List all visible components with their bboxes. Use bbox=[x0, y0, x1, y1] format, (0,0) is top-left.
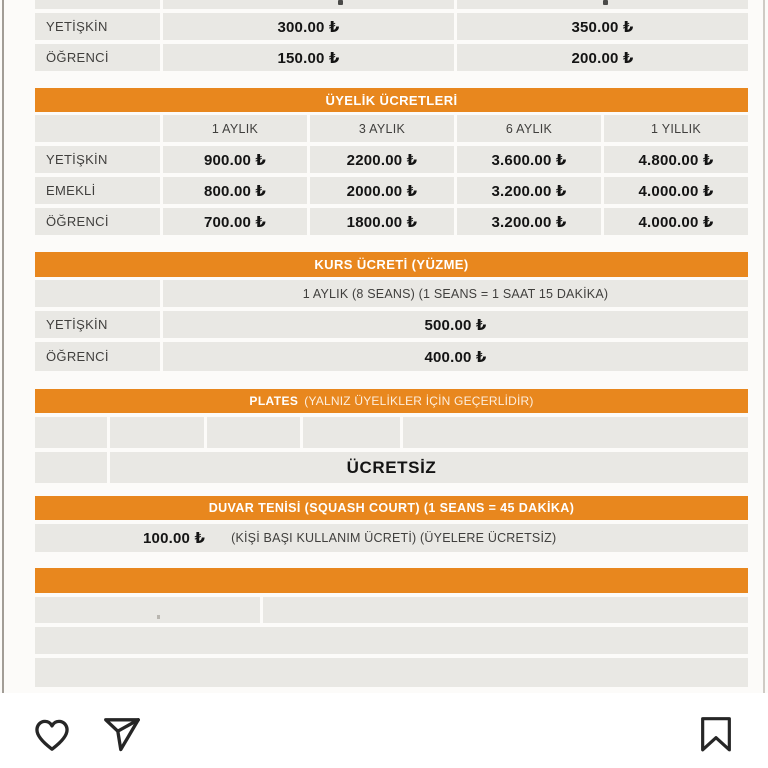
row-label: YETİŞKİN bbox=[46, 152, 108, 167]
share-button[interactable] bbox=[100, 713, 144, 757]
course-session-info: 1 AYLIK (8 SEANS) (1 SEANS = 1 SAAT 15 DAKİKA) bbox=[302, 286, 609, 301]
post-left-border bbox=[2, 0, 4, 693]
post-action-bar bbox=[0, 693, 768, 768]
table-row bbox=[35, 208, 748, 235]
price-value: 4.000.00 ₺ bbox=[638, 213, 714, 231]
section-title: ÜYELİK ÜCRETLERİ bbox=[325, 92, 458, 108]
bookmark-icon bbox=[696, 713, 736, 755]
row-label: ÖĞRENCİ bbox=[46, 214, 109, 229]
price-value: 300.00 ₺ bbox=[277, 18, 340, 36]
table-row bbox=[35, 146, 748, 173]
section-title-note: (YALNIZ ÜYELİKLER İÇİN GEÇERLİDİR) bbox=[304, 394, 534, 408]
price-value: 150.00 ₺ bbox=[277, 49, 340, 67]
column-header: 1 AYLIK bbox=[211, 121, 259, 136]
price-value: 3.200.00 ₺ bbox=[491, 182, 567, 200]
column-header: 6 AYLIK bbox=[505, 121, 553, 136]
price-value: 500.00 ₺ bbox=[424, 316, 487, 334]
table-row bbox=[35, 311, 748, 338]
like-button[interactable] bbox=[30, 713, 74, 757]
price-value: 1800.00 ₺ bbox=[346, 213, 418, 231]
cropped-lira-glyph bbox=[338, 0, 343, 5]
row-label: ÖĞRENCİ bbox=[46, 50, 109, 65]
empty-row bbox=[35, 597, 748, 623]
price-value: 900.00 ₺ bbox=[203, 151, 267, 169]
price-value: 3.600.00 ₺ bbox=[491, 151, 567, 169]
post-right-border bbox=[763, 0, 765, 693]
membership-column-headers bbox=[35, 115, 748, 142]
section-header-empty bbox=[35, 568, 748, 593]
empty-row bbox=[35, 627, 748, 654]
save-button[interactable] bbox=[694, 712, 738, 756]
table-row bbox=[35, 177, 748, 204]
price-value: 4.800.00 ₺ bbox=[638, 151, 714, 169]
section-title: DUVAR TENİSİ (SQUASH COURT) (1 SEANS = 45 DAKİKA) bbox=[208, 501, 575, 515]
column-header: 3 AYLIK bbox=[358, 121, 406, 136]
section-header-swimming-course bbox=[35, 252, 748, 277]
squash-note: (KİŞİ BAŞI KULLANIM ÜCRETİ) (ÜYELERE ÜCRETSİZ) bbox=[231, 531, 557, 545]
section-header-membership bbox=[35, 88, 748, 112]
price-value: 2000.00 ₺ bbox=[346, 182, 418, 200]
paper-plane-icon bbox=[101, 714, 143, 756]
column-header: 1 YILLIK bbox=[650, 121, 702, 136]
section-header-plates bbox=[35, 389, 748, 413]
price-value: 2200.00 ₺ bbox=[346, 151, 418, 169]
row-label: ÖĞRENCİ bbox=[46, 349, 109, 364]
cropped-top-row bbox=[35, 0, 748, 9]
price-value: 3.200.00 ₺ bbox=[491, 213, 567, 231]
price-value: 800.00 ₺ bbox=[203, 182, 267, 200]
squash-price-row bbox=[35, 524, 748, 552]
price-value: 700.00 ₺ bbox=[203, 213, 267, 231]
plates-price-row bbox=[35, 452, 748, 483]
section-title: PLATES bbox=[249, 394, 299, 408]
section-header-squash bbox=[35, 496, 748, 520]
empty-spacer-row bbox=[35, 417, 748, 448]
section-title: KURS ÜCRETİ (YÜZME) bbox=[314, 257, 469, 272]
price-value: 4.000.00 ₺ bbox=[638, 182, 714, 200]
price-value: 350.00 ₺ bbox=[571, 18, 634, 36]
plates-price-value: ÜCRETSİZ bbox=[346, 457, 437, 477]
row-label: YETİŞKİN bbox=[46, 317, 108, 332]
heart-icon bbox=[31, 714, 73, 756]
table-row bbox=[35, 342, 748, 371]
cropped-lira-glyph bbox=[603, 0, 608, 5]
row-label: EMEKLİ bbox=[46, 183, 96, 198]
price-value: 100.00 ₺ bbox=[143, 530, 206, 547]
image-artifact bbox=[157, 615, 160, 619]
table-row bbox=[35, 280, 748, 307]
price-value: 200.00 ₺ bbox=[571, 49, 634, 67]
table-row bbox=[35, 44, 748, 71]
price-value: 400.00 ₺ bbox=[424, 348, 487, 366]
empty-row bbox=[35, 658, 748, 687]
row-label: YETİŞKİN bbox=[46, 19, 108, 34]
table-row bbox=[35, 13, 748, 40]
